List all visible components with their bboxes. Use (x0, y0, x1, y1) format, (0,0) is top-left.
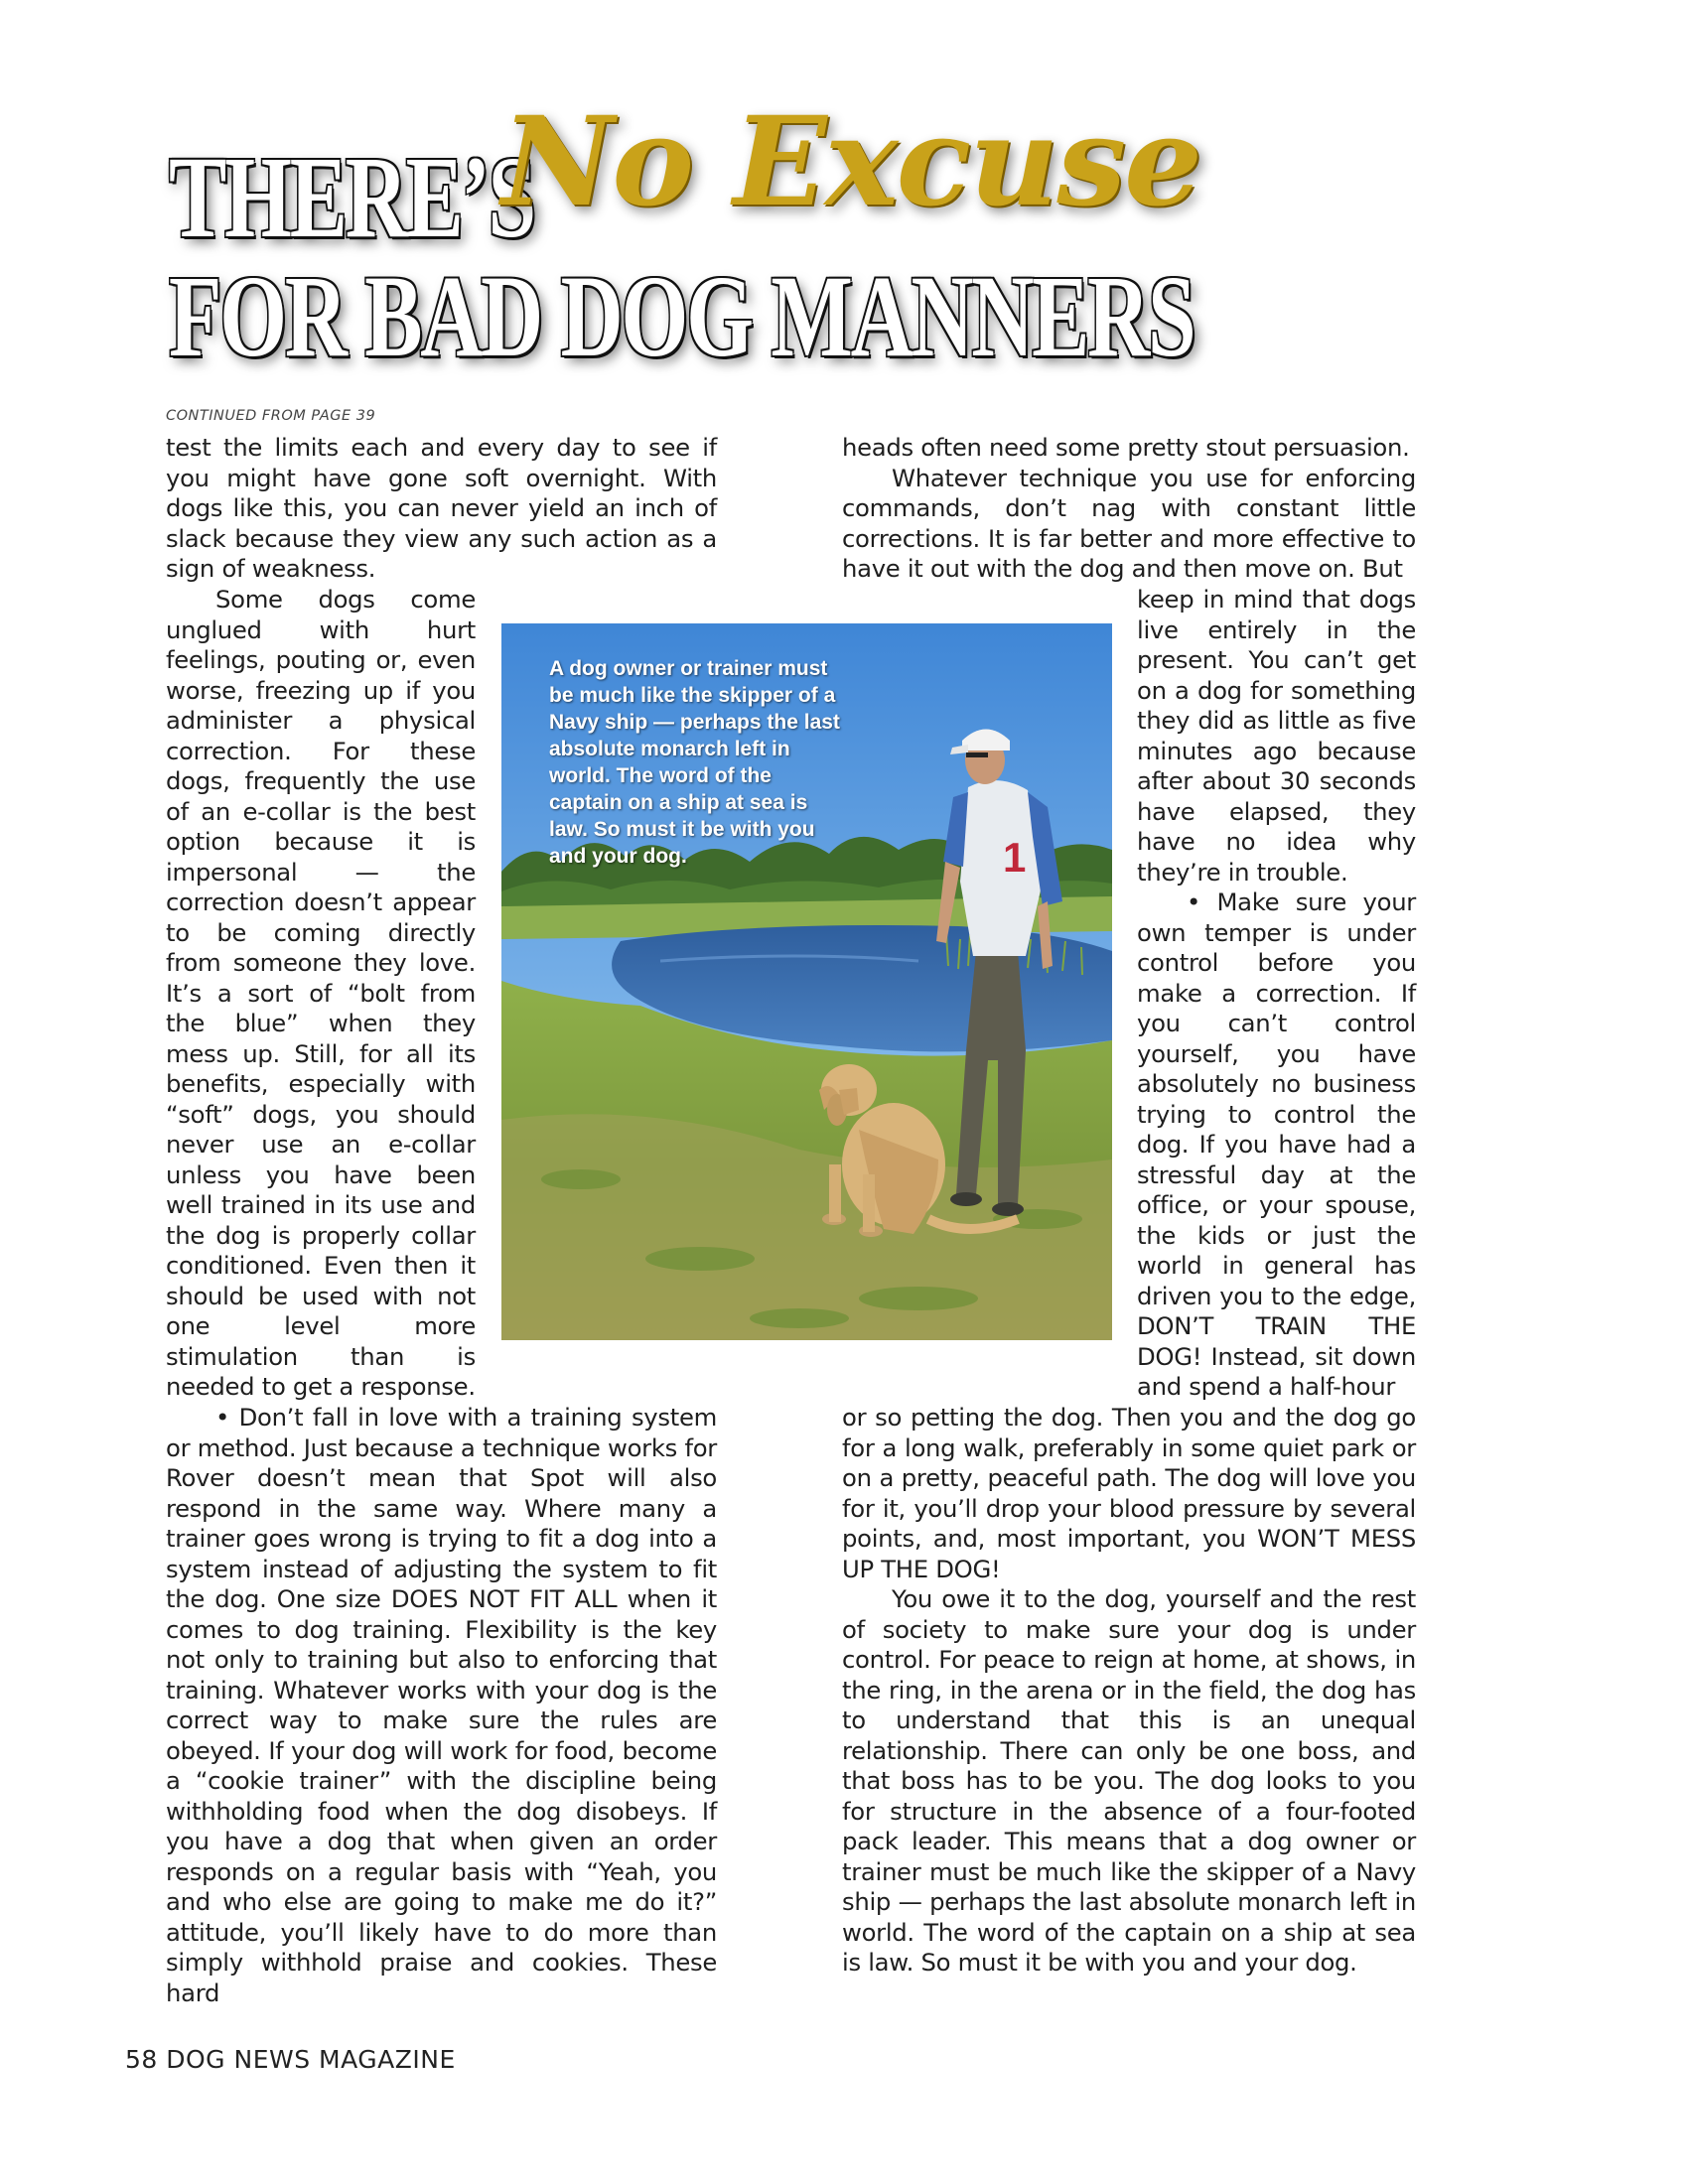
headline (169, 89, 1460, 381)
left-wrap-paragraph: Some dogs come unglued with hurt feelings, pouting or, even worse, freezing up if you administer a physical correction. For these dogs, frequently the use of an e-collar is the best option because it is impersonal — the correction doesn’t appear to be coming directly from someone they love. It’s a sort of “bolt from the blue” when they mess up. Still, for all its benefits, especially with “soft” dogs, you should never use an e-collar unless you have been well trained in its use and the dog is properly collar conditioned. Even then it should be used with not one level more stimulation than is needed to get a response. (166, 585, 476, 1401)
left-bottom-paragraph: • Don’t fall in love with a training system or method. Just because a technique works for Rover doesn’t mean that Spot will also respond in the same way. Where many a trainer goes wrong is trying to fit a dog into a system instead of adjusting the system to fit the dog. One size DOES NOT FIT ALL when it comes to dog training. Flexibility is the key not only to training but also to enforcing that training. Whatever works with your dog is the correct way to make sure the rules are obeyed. If your dog will work for food, become a “cookie trainer” with the discipline being withholding food when the dog disobeys. If you have a dog that when given an order responds on a regular basis with “Yeah, you and who else are going to make me do it?” attitude, you’ll likely have to do more than simply withhold praise and cookies. These hard (166, 1403, 717, 2007)
page-folio: 58 DOG NEWS MAGAZINE (125, 2045, 456, 2074)
jersey-number: 1 (1003, 834, 1027, 881)
headline-script: No Excuse (501, 90, 1201, 234)
photo-trainer-with-dog (501, 623, 1112, 1340)
right-top-text: heads often need some pretty stout persuasion. Whatever technique you use for enforcing commands, don’t nag with constant little corrections. It is far better and more effective to have it out with the dog and then move on. But (842, 433, 1416, 583)
headline-line1: THERE’S (169, 132, 534, 262)
photo-caption: A dog owner or trainer must be much like the skipper of a Navy ship — perhaps the last absolute monarch left in world. The word of the captain on a ship at sea is law. So must it be with you and your dog. (549, 657, 840, 868)
right-bottom-text: or so petting the dog. Then you and the dog go for a long walk, preferably in some quiet park or on a pretty, peaceful path. The dog will love you for it, you’ll drop your blood pressure by several points, and, most important, you WON’T MESS UP THE DOG! You owe it to the dog, yourself and the rest of society to make sure your dog is under control. For peace to reign at home, at shows, in the ring, in the arena or in the field, the dog has to understand that this is an unequal relationship. There can only be one boss, and that boss has to be you. The dog looks to you for structure in the absence of a four-footed pack leader. This means that a dog owner or trainer must be much like the skipper of a Navy ship — perhaps the last absolute monarch left in world. The word of the captain on a ship at sea is law. So must it be with you and your dog. (842, 1403, 1416, 1977)
right-wrap-text: keep in mind that dogs live entirely in the present. You can’t get on a dog for something they did as little as five minutes ago because after about 30 seconds have elapsed, they have no idea why they’re in trouble. • Make sure your own temper is under control before you make a correction. If you can’t control yourself, you have absolutely no business trying to control the dog. If you have had a stressful day at the office, or your spouse, the kids or just the world in general has driven you to the edge, DON’T TRAIN THE DOG! Instead, sit down and spend a half-hour (1137, 585, 1416, 1401)
continued-note: CONTINUED FROM PAGE 39 (166, 408, 376, 424)
left-top-paragraph: test the limits each and every day to see if you might have gone soft overnight. With dogs like this, you can never yield an inch of slack because they view any such action as a sign of weakness. (166, 433, 717, 583)
headline-line2: FOR BAD DOG MANNERS (169, 251, 1195, 381)
